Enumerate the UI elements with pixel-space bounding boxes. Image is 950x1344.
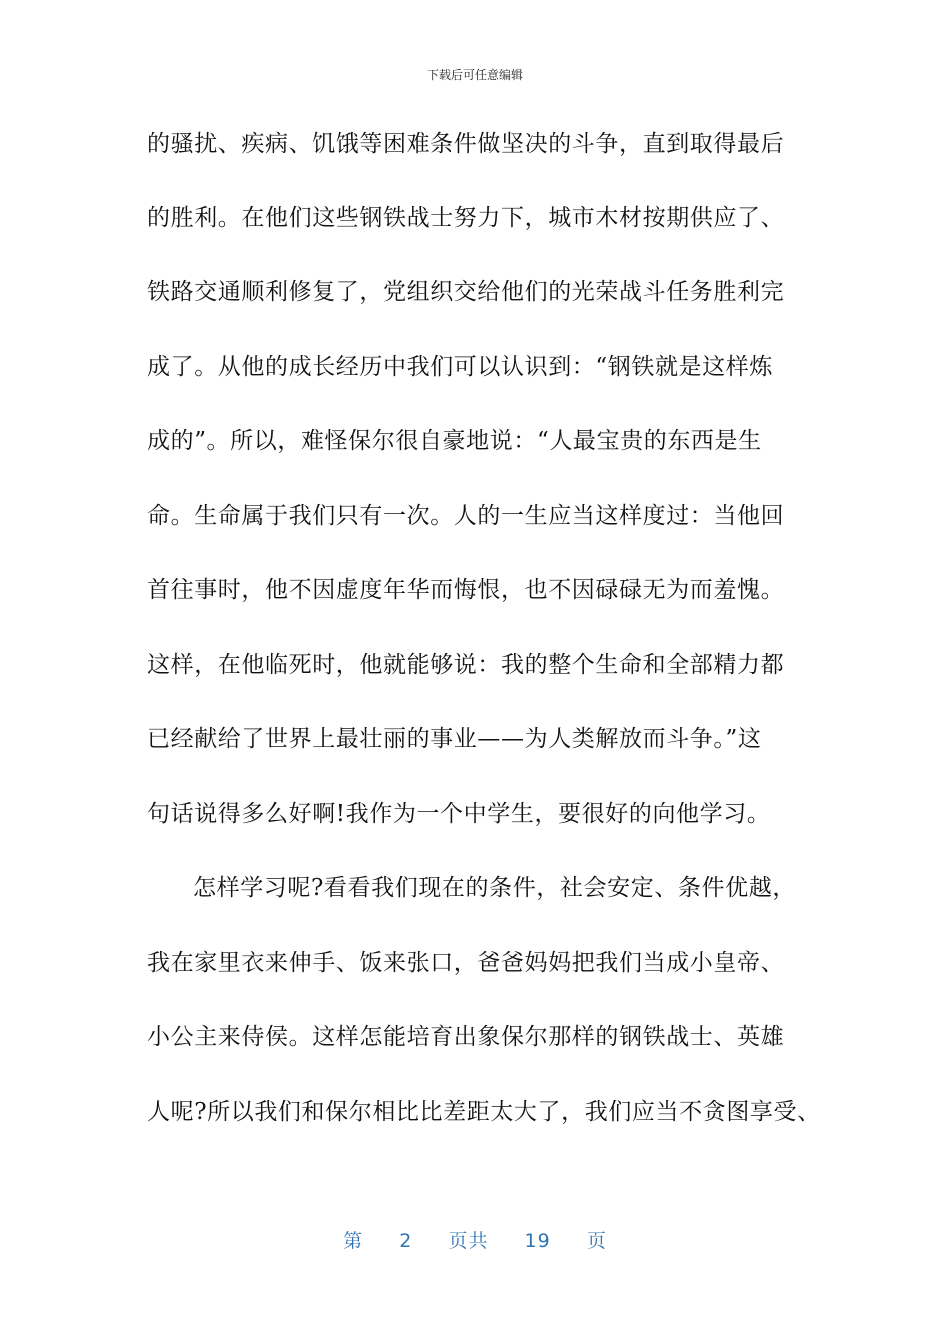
- body-text-line: 命。生命属于我们只有一次。人的一生应当这样度过：当他回: [147, 503, 785, 529]
- body-text-line: 的骚扰、疾病、饥饿等困难条件做坚决的斗争，直到取得最后: [147, 131, 785, 157]
- body-text-line: 成了。从他的成长经历中我们可以认识到：“钢铁就是这样炼: [147, 354, 773, 380]
- body-text-line: 的胜利。在他们这些钢铁战士努力下，城市木材按期供应了、: [147, 205, 785, 231]
- body-text-line: 已经献给了世界上最壮丽的事业——为人类解放而斗争。”这: [147, 726, 762, 752]
- footer-middle: 页共: [448, 1230, 489, 1252]
- paragraph-first-line: 怎样学习呢?看看我们现在的条件，社会安定、条件优越，: [193, 875, 796, 901]
- body-text-line: 首往事时，他不因虚度年华而悔恨，也不因碌碌无为而羞愧。: [147, 577, 785, 603]
- body-text-line: 我在家里衣来伸手、饭来张口，爸爸妈妈把我们当成小皇帝、: [147, 950, 785, 976]
- page-footer: [0, 1226, 950, 1253]
- footer-prefix: 第: [343, 1230, 364, 1252]
- body-text-line: 句话说得多么好啊!我作为一个中学生，要很好的向他学习。: [147, 801, 771, 827]
- page-header-note: 下载后可任意编辑: [426, 68, 523, 82]
- footer-page-number: 2: [399, 1230, 413, 1252]
- footer-suffix: 页: [586, 1230, 607, 1252]
- footer-total-pages: 19: [524, 1230, 551, 1252]
- body-text-line: 铁路交通顺利修复了，党组织交给他们的光荣战斗任务胜利完: [147, 279, 785, 305]
- body-text-line: 这样，在他临死时，他就能够说：我的整个生命和全部精力都: [147, 652, 785, 678]
- body-text-line: 小公主来侍侯。这样怎能培育出象保尔那样的钢铁战士、英雄: [147, 1024, 785, 1050]
- body-text-line: 人呢?所以我们和保尔相比比差距太大了，我们应当不贪图享受、: [147, 1099, 821, 1125]
- body-text-line: 成的”。所以，难怪保尔很自豪地说：“人最宝贵的东西是生: [147, 428, 762, 454]
